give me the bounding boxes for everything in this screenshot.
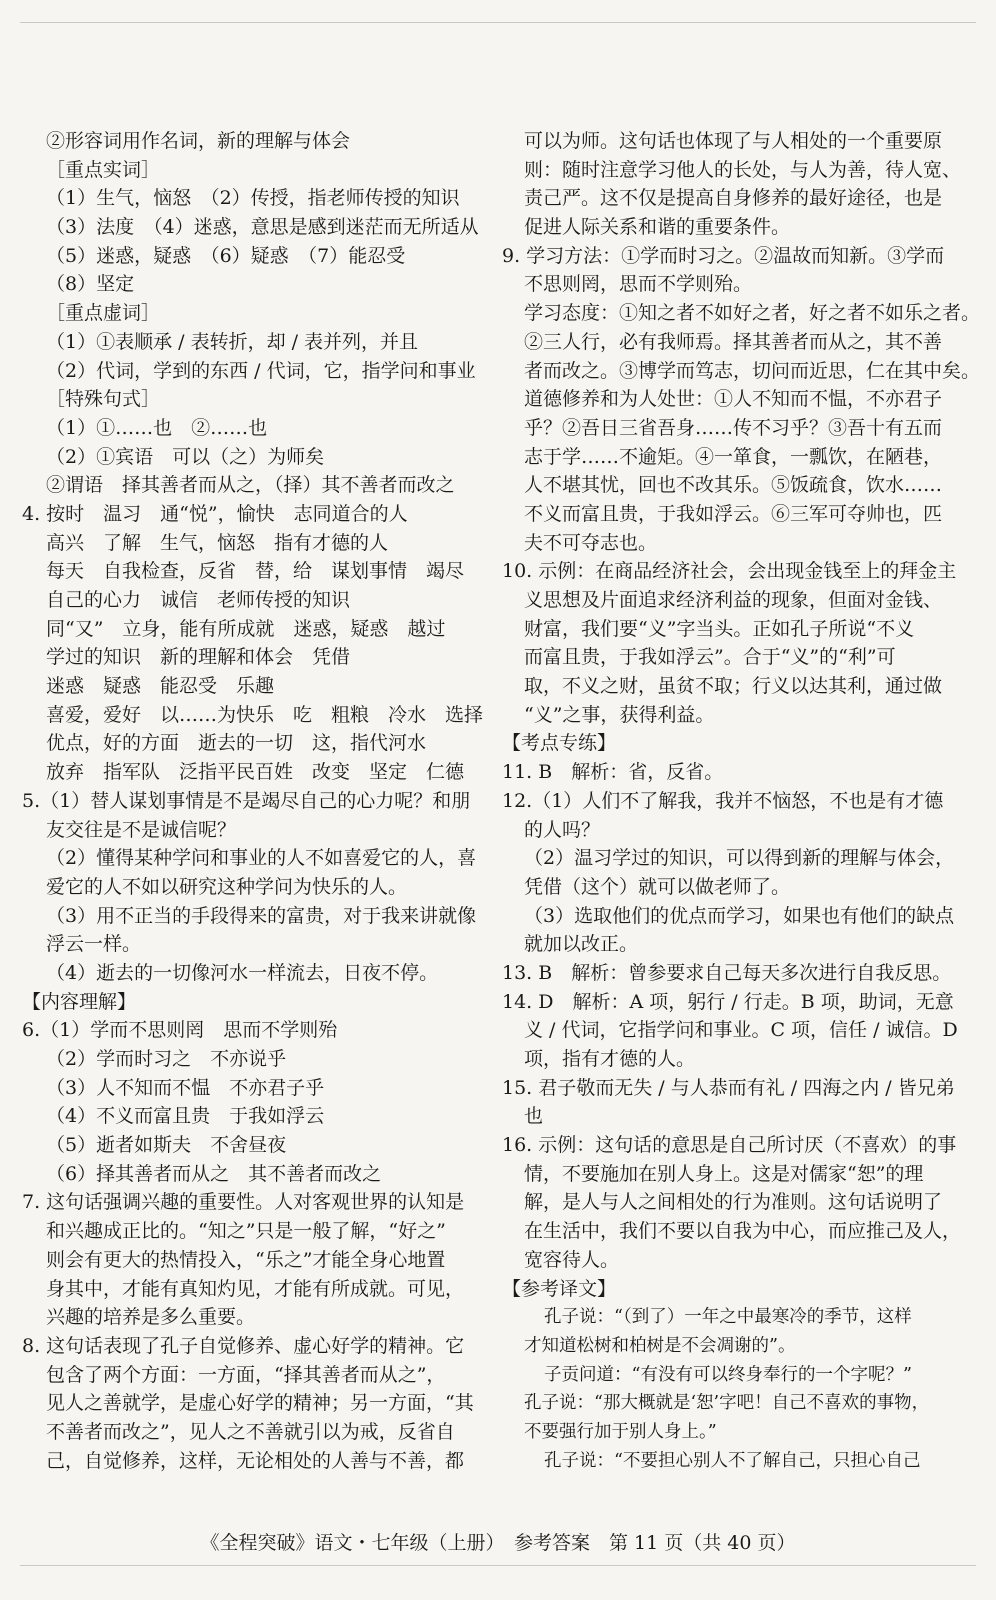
text-line: 可以为师。这句话也体现了与人相处的一个重要原: [524, 130, 943, 152]
text-line: 【参考译文】: [502, 1277, 617, 1300]
text-line: ［重点实词］: [46, 158, 161, 181]
text-line: 放弃 指军队 泛指平民百姓 改变 坚定 仁德: [46, 761, 465, 784]
text-line: 志于学……不逾矩。④一箪食，一瓢饮，在陋巷，: [524, 445, 943, 468]
text-line: ②三人行，必有我师焉。择其善者而从之，其不善: [524, 330, 943, 353]
text-line: 凭借（这个）就可以做老师了。: [524, 875, 791, 898]
text-line: 9. 学习方法：①学而时习之。②温故而知新。③学而: [502, 244, 945, 267]
top-rule: [20, 22, 976, 23]
text-line: 也: [524, 1105, 544, 1128]
text-line: （6）择其善者而从之 其不善者而改之: [46, 1162, 382, 1185]
text-line: 而富且贵，于我如浮云”。合于“义”的“利”可: [524, 646, 896, 669]
text-line: 学习态度：①知之者不如好之者，好之者不如乐之者。: [524, 302, 981, 325]
text-line: 6.（1）学而不思则罔 思而不学则殆: [22, 1019, 338, 1042]
text-line: 高兴 了解 生气，恼怒 指有才德的人: [46, 531, 389, 554]
text-line: 孔子说：“那大概就是‘恕’字吧！自己不喜欢的事物，: [524, 1393, 930, 1414]
text-line: （2）代词，学到的东西 / 代词，它，指学问和事业: [46, 359, 476, 382]
text-line: 浮云一样。: [46, 933, 142, 956]
text-line: 责己严。这不仅是提高自身修养的最好途径，也是: [524, 187, 943, 210]
text-line: 每天 自我检查，反省 替，给 谋划事情 竭尽: [46, 560, 465, 583]
text-line: 情，不要施加在别人身上。这是对儒家“恕”的理: [524, 1162, 924, 1185]
text-line: 4. 按时 温习 通“悦”，愉快 志同道合的人: [22, 502, 408, 525]
text-line: 者而改之。③博学而笃志，切问而近思，仁在其中矣。: [524, 359, 981, 382]
text-line: 包含了两个方面：一方面，“择其善者而从之”，: [46, 1363, 446, 1386]
text-line: 身其中，才能有真知灼见，才能有所成就。可见，: [46, 1277, 465, 1300]
text-line: 5.（1）替人谋划事情是不是竭尽自己的心力呢？和朋: [22, 789, 471, 812]
text-line: 取，不义之财，虽贫不取；行义以达其利，通过做: [524, 675, 943, 698]
text-line: 8. 这句话表现了孔子自觉修养、虚心好学的精神。它: [22, 1334, 465, 1357]
text-line: 不义而富且贵，于我如浮云。⑥三军可夺帅也，匹: [524, 502, 943, 525]
text-line: 喜爱，爱好 以……为快乐 吃 粗粮 冷水 选择: [46, 703, 484, 726]
text-line: （3）用不正当的手段得来的富贵，对于我来讲就像: [46, 904, 477, 927]
text-line: （3）选取他们的优点而学习，如果也有他们的缺点: [524, 904, 955, 927]
text-line: （1）①表顺承 / 表转折，却 / 表并列，并且: [46, 330, 419, 353]
text-line: 10. 示例：在商品经济社会，会出现金钱至上的拜金主: [502, 560, 957, 583]
left-column: [22, 127, 484, 1475]
text-line: 子贡问道：“有没有可以终身奉行的一个字呢？”: [544, 1364, 912, 1385]
text-line: 【考点专练】: [502, 732, 617, 755]
text-line: ②形容词用作名词，新的理解与体会: [46, 130, 351, 152]
text-line: 义 / 代词，它指学问和事业。C 项，信任 / 诚信。D: [524, 1019, 958, 1042]
text-line: 爱它的人不如以研究这种学问为快乐的人。: [46, 875, 408, 898]
text-line: （3）法度 （4）迷惑，意思是感到迷茫而无所适从: [46, 216, 479, 239]
text-line: 夫不可夺志也。: [524, 531, 658, 554]
text-line: （5）逝者如斯夫 不舍昼夜: [46, 1134, 287, 1157]
text-line: 不思则罔，思而不学则殆。: [524, 273, 753, 296]
text-line: 道德修养和为人处世：①人不知而不愠，不亦君子: [524, 388, 943, 411]
text-line: 友交往是不是诚信呢？: [46, 818, 237, 841]
text-line: 孔子说：“不要担心别人不了解自己，只担心自己: [544, 1450, 921, 1471]
text-line: （4）逝去的一切像河水一样流去，日夜不停。: [46, 961, 439, 984]
text-line: 乎？②吾日三省吾身……传不习乎？③吾十有五而: [524, 416, 943, 439]
text-line: （5）迷惑，疑惑 （6）疑惑 （7）能忍受: [46, 244, 406, 267]
text-line: 解，是人与人之间相处的行为准则。这句话说明了: [524, 1191, 943, 1214]
text-line: 则：随时注意学习他人的长处，与人为善，待人宽、: [524, 158, 962, 181]
text-line: 同“又” 立身，能有所成就 迷惑，疑惑 越过: [46, 617, 446, 640]
text-line: 在生活中，我们不要以自我为中心，而应推己及人，: [524, 1220, 962, 1243]
text-line: “义”之事，获得利益。: [524, 703, 715, 726]
text-line: ［特殊句式］: [46, 388, 161, 411]
text-line: 就加以改正。: [524, 933, 639, 956]
text-line: ［重点虚词］: [46, 302, 161, 325]
text-line: 学过的知识 新的理解和体会 凭借: [46, 646, 351, 669]
text-line: 11. B 解析：省，反省。: [502, 761, 724, 784]
text-line: 己，自觉修养，这样，无论相处的人善与不善，都: [46, 1449, 465, 1472]
bottom-rule: [20, 1565, 976, 1566]
text-line: （2）温习学过的知识，可以得到新的理解与体会，: [524, 847, 955, 870]
text-line: （8）坚定: [46, 273, 135, 296]
text-line: 义思想及片面追求经济利益的现象，但面对金钱、: [524, 589, 943, 611]
text-line: 和兴趣成正比的。“知之”只是一般了解，“好之”: [46, 1220, 446, 1243]
text-line: 人不堪其忧，回也不改其乐。⑤饭疏食，饮水……: [524, 474, 943, 497]
text-line: 迷惑 疑惑 能忍受 乐趣: [46, 675, 275, 698]
text-line: 【内容理解】: [22, 990, 137, 1013]
text-line: 见人之善就学，是虚心好学的精神；另一方面，“其: [46, 1392, 474, 1415]
text-line: （2）①宾语 可以（之）为师矣: [46, 445, 325, 468]
text-line: 不要强行加于别人身上。”: [524, 1421, 717, 1442]
text-line: 财富，我们要“义”字当头。正如孔子所说“不义: [524, 617, 915, 640]
text-line: 16. 示例：这句话的意思是自己所讨厌（不喜欢）的事: [502, 1134, 957, 1157]
text-line: 宽容待人。: [524, 1248, 620, 1271]
text-line: 孔子说：“（到了）一年之中最寒冷的季节，这样: [544, 1307, 912, 1328]
right-column: [502, 127, 981, 1475]
text-line: 7. 这句话强调兴趣的重要性。人对客观世界的认知是: [22, 1191, 465, 1214]
page-footer: 《全程突破》语文・七年级（上册） 参考答案 第 11 页（共 40 页）: [200, 1532, 796, 1554]
text-line: （2）懂得某种学问和事业的人不如喜爱它的人，喜: [46, 847, 477, 870]
text-line: 不善者而改之”，见人之不善就引以为戒，反省自: [46, 1420, 455, 1443]
text-line: ②谓语 择其善者而从之，（择）其不善者而改之: [46, 474, 455, 497]
text-line: （4）不义而富且贵 于我如浮云: [46, 1105, 325, 1128]
text-line: 自己的心力 诚信 老师传授的知识: [46, 589, 351, 611]
text-line: 15. 君子敬而无失 / 与人恭而有礼 / 四海之内 / 皆兄弟: [502, 1076, 955, 1099]
text-line: 促进人际关系和谐的重要条件。: [524, 216, 791, 239]
text-line: （3）人不知而不愠 不亦君子乎: [46, 1076, 325, 1099]
text-line: 则会有更大的热情投入，“乐之”才能全身心地置: [46, 1248, 446, 1271]
text-line: 的人吗？: [524, 818, 601, 841]
text-line: 才知道松树和柏树是不会凋谢的”。: [524, 1335, 796, 1356]
text-line: （1）生气，恼怒 （2）传授，指老师传授的知识: [46, 187, 460, 210]
text-line: 13. B 解析：曾参要求自己每天多次进行自我反思。: [502, 961, 952, 984]
text-line: 项，指有才德的人。: [524, 1048, 696, 1070]
text-line: 12.（1）人们不了解我，我并不恼怒，不也是有才德: [502, 789, 944, 812]
text-line: 兴趣的培养是多么重要。: [46, 1306, 256, 1329]
text-line: 优点，好的方面 逝去的一切 这，指代河水: [46, 732, 427, 755]
text-line: （2）学而时习之 不亦说乎: [46, 1048, 287, 1070]
text-line: 14. D 解析：A 项，躬行 / 行走。B 项，助词，无意: [502, 990, 954, 1013]
text-line: （1）①……也 ②……也: [46, 416, 268, 439]
